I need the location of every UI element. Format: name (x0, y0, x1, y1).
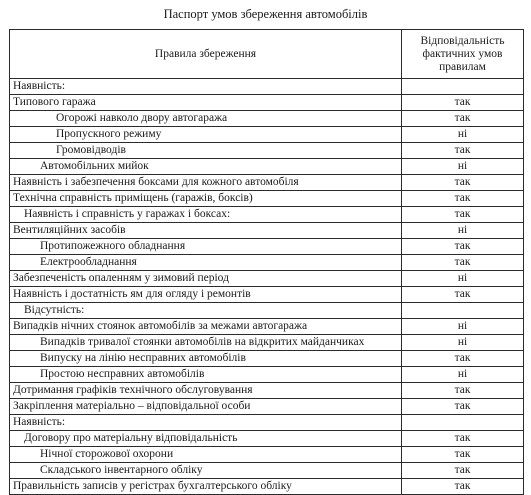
compliance-value (402, 415, 524, 431)
storage-conditions-table (9, 29, 524, 495)
table-row (10, 271, 524, 287)
rule-label: Пропускного режиму (10, 127, 402, 143)
compliance-value (402, 303, 524, 319)
table-row (10, 159, 524, 175)
table-row (10, 127, 524, 143)
compliance-value: так (402, 383, 524, 399)
rule-label: Правильність записів у регістрах бухгалтерського обліку (10, 479, 402, 495)
rule-label: Дотримання графіків технічного обслуговування (10, 383, 402, 399)
table-row (10, 367, 524, 383)
compliance-value: так (402, 111, 524, 127)
rule-label: Вентиляційних засобів (10, 223, 402, 239)
compliance-value: ні (402, 319, 524, 335)
table-row (10, 175, 524, 191)
rule-label: Громовідводів (10, 143, 402, 159)
rule-label: Нічної сторожової охорони (10, 447, 402, 463)
table-row (10, 351, 524, 367)
table-row (10, 383, 524, 399)
rule-label: Простою несправних автомобілів (10, 367, 402, 383)
table-row (10, 287, 524, 303)
header-compliance: Відповідальність фактичних умов правилам (402, 30, 524, 79)
compliance-value: так (402, 95, 524, 111)
table-row (10, 143, 524, 159)
table-row (10, 79, 524, 95)
compliance-value: так (402, 239, 524, 255)
compliance-value: ні (402, 335, 524, 351)
table-row (10, 255, 524, 271)
compliance-value: так (402, 191, 524, 207)
rule-label: Випуску на лінію несправних автомобілів (10, 351, 402, 367)
rule-label: Наявність і забезпечення боксами для кожного автомобіля (10, 175, 402, 191)
rule-label: Наявність: (10, 79, 402, 95)
compliance-value: так (402, 287, 524, 303)
compliance-value: ні (402, 159, 524, 175)
rule-label: Договору про матеріальну відповідальність (10, 431, 402, 447)
compliance-value: так (402, 175, 524, 191)
table-row (10, 303, 524, 319)
table-row (10, 95, 524, 111)
compliance-value: ні (402, 223, 524, 239)
compliance-value: так (402, 463, 524, 479)
compliance-value: так (402, 447, 524, 463)
table-header-row (10, 30, 524, 79)
compliance-value: ні (402, 127, 524, 143)
rule-label: Наявність: (10, 415, 402, 431)
rule-label: Складського інвентарного обліку (10, 463, 402, 479)
rule-label: Наявність і достатність ям для огляду і ремонтів (10, 287, 402, 303)
rule-label: Автомобільних мийок (10, 159, 402, 175)
rule-label: Випадків тривалої стоянки автомобілів на відкритих майданчиках (10, 335, 402, 351)
table-row (10, 239, 524, 255)
table-row (10, 207, 524, 223)
compliance-value: так (402, 255, 524, 271)
rule-label: Протипожежного обладнання (10, 239, 402, 255)
compliance-value (402, 79, 524, 95)
rule-label: Забезпеченість опаленням у зимовий період (10, 271, 402, 287)
table-row (10, 335, 524, 351)
compliance-value: так (402, 479, 524, 495)
compliance-value: так (402, 431, 524, 447)
table-row (10, 319, 524, 335)
table-row (10, 447, 524, 463)
rule-label: Електрообладнання (10, 255, 402, 271)
table-row (10, 415, 524, 431)
table-row (10, 463, 524, 479)
compliance-value: так (402, 399, 524, 415)
table-body (10, 79, 524, 495)
compliance-value: ні (402, 271, 524, 287)
compliance-value: ні (402, 367, 524, 383)
table-row (10, 431, 524, 447)
compliance-value: так (402, 207, 524, 223)
rule-label: Закріплення матеріально – відповідальної особи (10, 399, 402, 415)
header-rules: Правила збереження (10, 30, 402, 79)
rule-label: Огорожі навколо двору автогаража (10, 111, 402, 127)
table-row (10, 223, 524, 239)
rule-label: Випадків нічних стоянок автомобілів за межами автогаража (10, 319, 402, 335)
rule-label: Технічна справність приміщень (гаражів, боксів) (10, 191, 402, 207)
rule-label: Типового гаража (10, 95, 402, 111)
table-row (10, 191, 524, 207)
rule-label: Відсутність: (10, 303, 402, 319)
compliance-value: так (402, 351, 524, 367)
table-row (10, 111, 524, 127)
rule-label: Наявність і справність у гаражах і боксах: (10, 207, 402, 223)
table-row (10, 399, 524, 415)
document-title: Паспорт умов збереження автомобілів (163, 7, 368, 21)
compliance-value: так (402, 143, 524, 159)
